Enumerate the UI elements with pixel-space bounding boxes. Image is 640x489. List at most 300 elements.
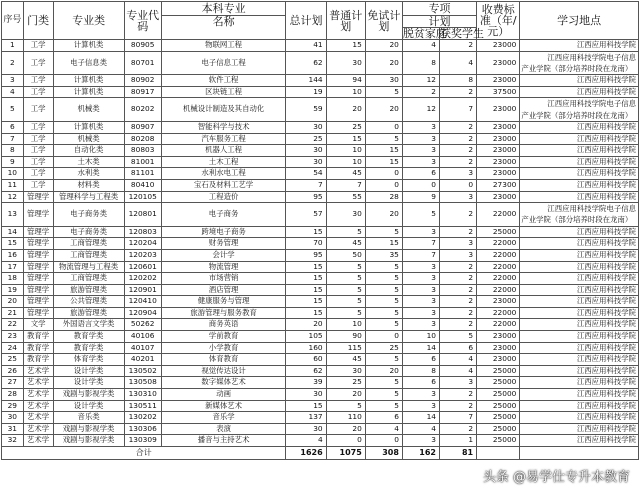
cell-seq: 2 xyxy=(2,51,24,75)
cell-seq: 19 xyxy=(2,284,24,296)
cell-award: 8 xyxy=(439,75,476,87)
location-line-1: 江西应用科技学院 xyxy=(576,75,636,85)
cell-code: 80701 xyxy=(124,51,161,75)
header-category: 门类 xyxy=(23,2,53,40)
cell-seq: 17 xyxy=(2,261,24,273)
cell-poor: 7 xyxy=(402,249,439,261)
cell-poor: 3 xyxy=(402,307,439,319)
cell-poor: 3 xyxy=(402,389,439,401)
cell-general: 10 xyxy=(326,319,365,331)
footer-general: 1075 xyxy=(326,447,365,460)
cell-major-name: 机器人工程 xyxy=(161,145,286,157)
table-row xyxy=(2,435,639,447)
table-row xyxy=(2,156,639,168)
cell-fee: 23000 xyxy=(477,98,520,122)
cell-code: 120901 xyxy=(124,284,161,296)
cell-category: 工学 xyxy=(23,121,53,133)
cell-fee: 25000 xyxy=(477,423,520,435)
cell-category: 工学 xyxy=(23,156,53,168)
cell-location xyxy=(520,133,639,145)
cell-award: 2 xyxy=(439,307,476,319)
cell-category: 管理学 xyxy=(23,238,53,250)
cell-general: 30 xyxy=(326,203,365,227)
cell-award: 2 xyxy=(439,40,476,52)
cell-category: 管理学 xyxy=(23,307,53,319)
cell-poor: 3 xyxy=(402,145,439,157)
cell-award: 3 xyxy=(439,238,476,250)
cell-location xyxy=(520,238,639,250)
location-line-1: 江西应用科技学院 xyxy=(576,273,636,283)
cell-total: 95 xyxy=(286,249,326,261)
cell-exempt: 5 xyxy=(365,307,402,319)
header-major-class: 专业类 xyxy=(53,2,124,40)
location-line-1: 江西应用科技学院 xyxy=(576,400,636,410)
cell-fee: 25000 xyxy=(477,435,520,447)
table-row xyxy=(2,261,639,273)
header-exempt: 免试计划 xyxy=(365,2,402,40)
cell-fee: 22000 xyxy=(477,261,520,273)
cell-major-name: 工程造价 xyxy=(161,191,286,203)
cell-major-name: 物流管理 xyxy=(161,261,286,273)
cell-seq: 8 xyxy=(2,145,24,157)
cell-exempt: 0 xyxy=(365,121,402,133)
cell-exempt: 5 xyxy=(365,86,402,98)
header-total: 总计划 xyxy=(286,2,326,40)
cell-general: 30 xyxy=(326,51,365,75)
cell-award: 2 xyxy=(439,319,476,331)
cell-exempt: 5 xyxy=(365,377,402,389)
cell-category: 管理学 xyxy=(23,249,53,261)
cell-fee: 23000 xyxy=(477,342,520,354)
cell-exempt: 30 xyxy=(365,75,402,87)
cell-category: 管理学 xyxy=(23,261,53,273)
cell-major-name: 学前教育 xyxy=(161,331,286,343)
cell-general: 10 xyxy=(326,86,365,98)
cell-seq: 10 xyxy=(2,168,24,180)
cell-general: 25 xyxy=(326,377,365,389)
cell-fee: 22000 xyxy=(477,319,520,331)
cell-seq: 12 xyxy=(2,191,24,203)
cell-major-class: 水利类 xyxy=(53,168,124,180)
header-general: 普通计划 xyxy=(326,2,365,40)
cell-major-name: 水利水电工程 xyxy=(161,168,286,180)
cell-total: 15 xyxy=(286,296,326,308)
cell-fee: 22000 xyxy=(477,249,520,261)
cell-total: 15 xyxy=(286,273,326,285)
cell-code: 120203 xyxy=(124,249,161,261)
cell-category: 工学 xyxy=(23,133,53,145)
table-row xyxy=(2,319,639,331)
cell-major-class: 戏剧与影视学类 xyxy=(53,435,124,447)
footer-exempt: 308 xyxy=(365,447,402,460)
cell-general: 20 xyxy=(326,423,365,435)
cell-seq: 13 xyxy=(2,203,24,227)
cell-category: 工学 xyxy=(23,40,53,52)
table-row xyxy=(2,145,639,157)
header-seq: 序号 xyxy=(2,2,24,40)
table-row xyxy=(2,412,639,424)
table-row xyxy=(2,75,639,87)
cell-total: 15 xyxy=(286,307,326,319)
cell-seq: 23 xyxy=(2,331,24,343)
cell-total: 144 xyxy=(286,75,326,87)
cell-total: 25 xyxy=(286,133,326,145)
cell-major-class: 教育学类 xyxy=(53,342,124,354)
cell-fee: 23000 xyxy=(477,40,520,52)
cell-award: 2 xyxy=(439,389,476,401)
cell-poor: 3 xyxy=(402,156,439,168)
cell-major-name: 跨境电子商务 xyxy=(161,226,286,238)
cell-code: 80803 xyxy=(124,145,161,157)
cell-award: 2 xyxy=(439,423,476,435)
cell-major-name: 动画 xyxy=(161,389,286,401)
cell-major-class: 教育学类 xyxy=(53,331,124,343)
table-row xyxy=(2,226,639,238)
cell-general: 0 xyxy=(326,435,365,447)
table-row xyxy=(2,121,639,133)
cell-code: 80905 xyxy=(124,40,161,52)
cell-poor: 10 xyxy=(402,331,439,343)
cell-exempt: 35 xyxy=(365,249,402,261)
cell-category: 工学 xyxy=(23,145,53,157)
footer-poor: 162 xyxy=(402,447,439,460)
cell-exempt: 20 xyxy=(365,51,402,75)
cell-category: 管理学 xyxy=(23,203,53,227)
cell-major-name: 软件工程 xyxy=(161,75,286,87)
cell-major-name: 智能科学与技术 xyxy=(161,121,286,133)
cell-poor: 5 xyxy=(402,203,439,227)
table-row xyxy=(2,168,639,180)
header-major-bottom: 名称 xyxy=(161,16,286,40)
cell-major-class: 设计学类 xyxy=(53,400,124,412)
cell-major-name: 新媒体艺术 xyxy=(161,400,286,412)
cell-exempt: 15 xyxy=(365,156,402,168)
cell-award: 6 xyxy=(439,342,476,354)
cell-major-class: 电子信息类 xyxy=(53,51,124,75)
cell-major-class: 体育学类 xyxy=(53,354,124,366)
cell-general: 5 xyxy=(326,226,365,238)
cell-award: 4 xyxy=(439,354,476,366)
cell-award: 1 xyxy=(439,435,476,447)
cell-award: 7 xyxy=(439,98,476,122)
cell-exempt: 5 xyxy=(365,389,402,401)
cell-exempt: 5 xyxy=(365,354,402,366)
cell-poor: 3 xyxy=(402,133,439,145)
location-line-1: 江西应用科技学院 xyxy=(576,284,636,294)
cell-poor: 12 xyxy=(402,75,439,87)
watermark-text: 头条 @易学仕专升本教育 xyxy=(482,470,630,485)
cell-seq: 31 xyxy=(2,423,24,435)
cell-code: 120601 xyxy=(124,261,161,273)
cell-award: 0 xyxy=(439,179,476,191)
cell-major-class: 土木类 xyxy=(53,156,124,168)
cell-major-class: 音乐类 xyxy=(53,412,124,424)
cell-award: 3 xyxy=(439,249,476,261)
location-line-1: 江西应用科技学院 xyxy=(576,133,636,143)
location-line-1: 江西应用科技学院 xyxy=(576,342,636,352)
cell-fee: 23000 xyxy=(477,51,520,75)
cell-seq: 14 xyxy=(2,226,24,238)
cell-location xyxy=(520,365,639,377)
cell-major-class: 工商管理类 xyxy=(53,273,124,285)
footer-fee xyxy=(477,447,520,460)
cell-fee: 25000 xyxy=(477,226,520,238)
cell-award: 4 xyxy=(439,51,476,75)
cell-location xyxy=(520,296,639,308)
table-row xyxy=(2,238,639,250)
cell-category: 工学 xyxy=(23,98,53,122)
cell-poor: 14 xyxy=(402,342,439,354)
cell-code: 40107 xyxy=(124,342,161,354)
cell-seq: 22 xyxy=(2,319,24,331)
cell-major-name: 健康服务与管理 xyxy=(161,296,286,308)
cell-award: 2 xyxy=(439,296,476,308)
cell-poor: 3 xyxy=(402,400,439,412)
location-line-2: 产业学院（部分培养时段在龙南） xyxy=(521,110,633,120)
table-row xyxy=(2,203,639,227)
location-line-2: 产业学院（部分培养时段在龙南） xyxy=(521,215,633,225)
cell-code: 80907 xyxy=(124,121,161,133)
cell-general: 5 xyxy=(326,273,365,285)
cell-fee: 23000 xyxy=(477,133,520,145)
cell-total: 60 xyxy=(286,354,326,366)
cell-major-class: 外国语言文学类 xyxy=(53,319,124,331)
table-row xyxy=(2,273,639,285)
cell-category: 艺术学 xyxy=(23,412,53,424)
cell-award: 2 xyxy=(439,133,476,145)
cell-code: 40201 xyxy=(124,354,161,366)
header-award: 获奖学生 xyxy=(439,27,484,40)
cell-major-class: 机械类 xyxy=(53,98,124,122)
cell-poor: 3 xyxy=(402,296,439,308)
cell-total: 70 xyxy=(286,238,326,250)
cell-code: 80202 xyxy=(124,98,161,122)
cell-seq: 6 xyxy=(2,121,24,133)
cell-exempt: 0 xyxy=(365,179,402,191)
cell-exempt: 25 xyxy=(365,342,402,354)
cell-total: 54 xyxy=(286,168,326,180)
location-line-1: 江西应用科技学院 xyxy=(576,319,636,329)
cell-exempt: 0 xyxy=(365,168,402,180)
cell-category: 艺术学 xyxy=(23,365,53,377)
location-line-1: 江西应用科技学院 xyxy=(576,238,636,248)
cell-total: 7 xyxy=(286,179,326,191)
cell-poor: 14 xyxy=(402,412,439,424)
cell-major-name: 旅游管理与服务教育 xyxy=(161,307,286,319)
cell-fee: 22000 xyxy=(477,203,520,227)
cell-poor: 6 xyxy=(402,377,439,389)
cell-major-name: 电子信息工程 xyxy=(161,51,286,75)
cell-total: 57 xyxy=(286,203,326,227)
cell-fee: 25000 xyxy=(477,377,520,389)
location-line-1: 江西应用科技学院 xyxy=(576,389,636,399)
cell-major-name: 商务英语 xyxy=(161,319,286,331)
cell-category: 管理学 xyxy=(23,296,53,308)
cell-poor: 0 xyxy=(402,179,439,191)
table-row xyxy=(2,389,639,401)
cell-major-name: 财务管理 xyxy=(161,238,286,250)
cell-major-name: 数字媒体艺术 xyxy=(161,377,286,389)
cell-code: 81001 xyxy=(124,156,161,168)
location-line-1: 江西应用科技学院 xyxy=(576,412,636,422)
cell-major-class: 计算机类 xyxy=(53,75,124,87)
cell-category: 教育学 xyxy=(23,354,53,366)
cell-major-class: 物流管理与工程类 xyxy=(53,261,124,273)
cell-total: 137 xyxy=(286,412,326,424)
cell-code: 130502 xyxy=(124,365,161,377)
cell-award: 2 xyxy=(439,273,476,285)
table-row xyxy=(2,191,639,203)
cell-location xyxy=(520,156,639,168)
cell-code: 130511 xyxy=(124,400,161,412)
cell-award: 2 xyxy=(439,261,476,273)
cell-fee: 23000 xyxy=(477,191,520,203)
table-row xyxy=(2,179,639,191)
cell-poor: 3 xyxy=(402,319,439,331)
cell-total: 4 xyxy=(286,435,326,447)
cell-total: 15 xyxy=(286,400,326,412)
cell-major-class: 自动化类 xyxy=(53,145,124,157)
cell-award: 3 xyxy=(439,377,476,389)
cell-fee: 25000 xyxy=(477,389,520,401)
cell-seq: 30 xyxy=(2,412,24,424)
footer-award: 81 xyxy=(439,447,476,460)
location-line-1: 江西应用科技学院 xyxy=(576,179,636,189)
cell-major-class: 电子商务类 xyxy=(53,203,124,227)
cell-category: 教育学 xyxy=(23,342,53,354)
cell-category: 工学 xyxy=(23,51,53,75)
footer-total: 1626 xyxy=(286,447,326,460)
cell-total: 59 xyxy=(286,98,326,122)
cell-seq: 9 xyxy=(2,156,24,168)
cell-seq: 26 xyxy=(2,365,24,377)
cell-poor: 6 xyxy=(402,168,439,180)
cell-award: 3 xyxy=(439,191,476,203)
cell-general: 5 xyxy=(326,261,365,273)
cell-award: 4 xyxy=(439,365,476,377)
cell-exempt: 5 xyxy=(365,284,402,296)
header-code: 专业代码 xyxy=(124,2,161,40)
cell-category: 教育学 xyxy=(23,331,53,343)
cell-category: 艺术学 xyxy=(23,400,53,412)
cell-award: 7 xyxy=(439,412,476,424)
cell-exempt: 5 xyxy=(365,273,402,285)
cell-general: 45 xyxy=(326,168,365,180)
cell-general: 7 xyxy=(326,179,365,191)
header-poor: 脱贫家庭 xyxy=(402,27,447,40)
cell-seq: 25 xyxy=(2,354,24,366)
table-row xyxy=(2,400,639,412)
cell-total: 15 xyxy=(286,226,326,238)
cell-major-name: 电子商务 xyxy=(161,203,286,227)
location-line-1: 江西应用科技学院 xyxy=(576,145,636,155)
cell-award: 3 xyxy=(439,168,476,180)
table-row xyxy=(2,133,639,145)
cell-poor: 7 xyxy=(402,238,439,250)
cell-code: 120410 xyxy=(124,296,161,308)
header-fee: 收费标准（年/元） xyxy=(477,2,520,40)
cell-location xyxy=(520,86,639,98)
cell-fee: 23000 xyxy=(477,145,520,157)
table-row xyxy=(2,342,639,354)
cell-seq: 4 xyxy=(2,86,24,98)
cell-fee: 23000 xyxy=(477,75,520,87)
cell-exempt: 20 xyxy=(365,365,402,377)
cell-fee: 22000 xyxy=(477,307,520,319)
table-row xyxy=(2,307,639,319)
cell-exempt: 20 xyxy=(365,203,402,227)
cell-major-class: 工商管理类 xyxy=(53,238,124,250)
cell-general: 5 xyxy=(326,400,365,412)
cell-major-name: 宝石及材料工艺学 xyxy=(161,179,286,191)
cell-seq: 20 xyxy=(2,296,24,308)
location-line-1: 江西应用科技学院 xyxy=(576,40,636,49)
cell-poor: 2 xyxy=(402,86,439,98)
location-line-1: 江西应用科技学院 xyxy=(576,156,636,166)
cell-location xyxy=(520,307,639,319)
cell-general: 45 xyxy=(326,354,365,366)
cell-exempt: 0 xyxy=(365,331,402,343)
cell-location xyxy=(520,249,639,261)
cell-poor: 12 xyxy=(402,98,439,122)
cell-category: 艺术学 xyxy=(23,435,53,447)
cell-seq: 16 xyxy=(2,249,24,261)
cell-poor: 3 xyxy=(402,284,439,296)
cell-major-name: 表演 xyxy=(161,423,286,435)
cell-code: 120204 xyxy=(124,238,161,250)
table-row xyxy=(2,377,639,389)
cell-major-class: 材料类 xyxy=(53,179,124,191)
footer-location xyxy=(520,447,639,460)
cell-general: 90 xyxy=(326,331,365,343)
table-row xyxy=(2,249,639,261)
cell-fee: 25000 xyxy=(477,412,520,424)
cell-major-name: 播音与主持艺术 xyxy=(161,435,286,447)
cell-seq: 5 xyxy=(2,98,24,122)
cell-general: 15 xyxy=(326,40,365,52)
location-line-1: 江西应用科技学院 xyxy=(576,307,636,317)
location-line-1: 江西应用科技学院 xyxy=(576,261,636,271)
cell-major-class: 设计学类 xyxy=(53,377,124,389)
cell-fee: 23000 xyxy=(477,331,520,343)
cell-seq: 27 xyxy=(2,377,24,389)
cell-general: 25 xyxy=(326,121,365,133)
table-row xyxy=(2,365,639,377)
table-row xyxy=(2,423,639,435)
cell-fee: 23000 xyxy=(477,121,520,133)
cell-category: 工学 xyxy=(23,179,53,191)
cell-location xyxy=(520,435,639,447)
cell-code: 40106 xyxy=(124,331,161,343)
cell-code: 130202 xyxy=(124,412,161,424)
cell-major-name: 视觉传达设计 xyxy=(161,365,286,377)
cell-exempt: 5 xyxy=(365,319,402,331)
location-line-1: 江西应用科技学院 xyxy=(576,86,636,96)
cell-total: 95 xyxy=(286,191,326,203)
footer-label: 合计 xyxy=(2,447,286,460)
cell-major-name: 土木工程 xyxy=(161,156,286,168)
cell-general: 20 xyxy=(326,98,365,122)
cell-award: 2 xyxy=(439,121,476,133)
cell-seq: 32 xyxy=(2,435,24,447)
cell-major-name: 物联网工程 xyxy=(161,40,286,52)
cell-code: 81101 xyxy=(124,168,161,180)
cell-major-class: 计算机类 xyxy=(53,40,124,52)
location-line-1: 江西应用科技学院 xyxy=(576,423,636,433)
cell-major-name: 汽车服务工程 xyxy=(161,133,286,145)
cell-location xyxy=(520,75,639,87)
cell-poor: 3 xyxy=(402,261,439,273)
